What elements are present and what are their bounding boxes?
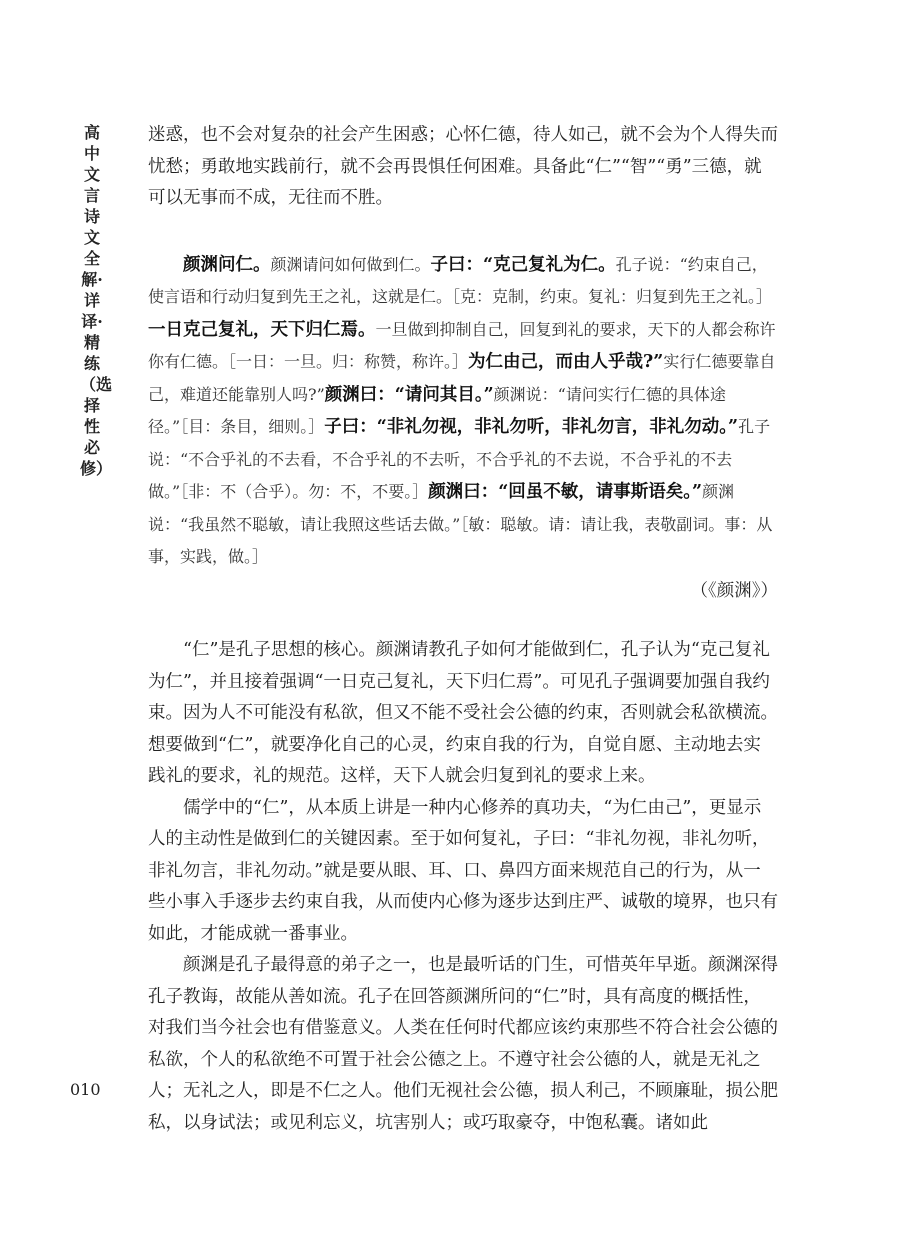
annotation-note: ［一日：一旦。归：称赞，称许。］ — [228, 352, 469, 371]
annotation-note: ［克：克制，约束。复礼：归复到先王之礼。］ — [452, 287, 773, 306]
translation-text: 一旦做到抑制自己，回复到礼的要求，天下的人都会称许你有仁德。 — [148, 319, 776, 371]
commentary-paragraph: 颜渊是孔子最得意的弟子之一，也是最听话的门生，可惜英年早逝。颜渊深得孔子教诲，故能从善如流。孔子在回答颜渊所问的“仁”时，具有高度的概括性，对我们当今社会也有借鉴意义。人类在任何时代都应该约束那些不符合社会公德的私欲，个人的私欲绝不可置于社会公德之上。不遵守社会公德的人，就是无礼之人；无礼之人，即是不仁之人。他们无视社会公德，损人利己，不顾廉耻，损公肥私，以身试法；或见利忘义，坑害别人；或巧取豪夺，中饱私囊。诸如此 — [148, 955, 778, 1133]
original-text: 子曰：“非礼勿视，非礼勿听，非礼勿言，非礼勿动。” — [324, 417, 739, 437]
original-text: 颜渊曰：“回虽不敏，请事斯语矣。” — [428, 482, 703, 502]
page-content — [148, 120, 778, 1139]
classical-passage — [148, 249, 778, 574]
page-number: 010 — [70, 1080, 101, 1099]
translation-text: 颜渊请问如何做到仁。 — [270, 254, 431, 274]
annotation-note: ［目：条目，细则。］ — [180, 417, 325, 436]
original-text: 子曰：“克己复礼为仁。 — [430, 254, 616, 275]
translation-text: 孔子说：“约束自己，使言语和行动归复到先王之礼，这就是仁。 — [148, 254, 768, 306]
intro-paragraph: 迷惑，也不会对复杂的社会产生困惑；心怀仁德，待人如己，就不会为个人得失而忧愁；勇敢地实践前行，就不会再畏惧任何困难。具备此“仁”“智”“勇”三德，就可以无事而不成，无往而不胜。 — [148, 125, 778, 208]
original-text: 一日克己复礼，天下归仁焉。 — [148, 319, 376, 340]
annotation-note: ［敏：聪敏。请：请让我，表敬副词。事：从事，实践，做。］ — [148, 514, 773, 566]
spacer — [148, 215, 778, 249]
commentary-paragraph: “仁”是孔子思想的核心。颜渊请教孔子如何才能做到仁，孔子认为“克己复礼为仁”，并且接着强调“一日克己复礼，天下归仁焉”。可见孔子强调要加强自我约束。因为人不可能没有私欲，但又不能不受社会公德的约束，否则就会私欲横流。想要做到“仁”，就要净化自己的心灵，约束自我的行为，自觉自愿、主动地去实践礼的要求，礼的规范。这样，天下人就会归复到礼的要求上来。 — [148, 640, 778, 786]
translation-text: 实行仁德要靠自己，难道还能靠别人吗?” — [148, 352, 776, 404]
source-citation: （《颜渊》） — [690, 580, 778, 601]
original-text: 颜渊问仁。 — [183, 254, 271, 275]
commentary-paragraph: 儒学中的“仁”，从本质上讲是一种内心修养的真功夫，“为仁由己”，更显示人的主动性是做到仁的关键因素。至于如何复礼，子曰：“非礼勿视，非礼勿听，非礼勿言，非礼勿动。”就是要从眼、耳、口、鼻四方面来规范自己的行为，从一些小事入手逐步去约束自我，从而使内心修为逐步达到庄严、诚敬的境界，也只有如此，才能成就一番事业。 — [148, 797, 778, 944]
side-book-title: 高中文言诗文全解·详译·精练（选择性必修） — [80, 123, 113, 478]
original-text: 为仁由己，而由人乎哉?” — [468, 352, 664, 372]
annotation-note: ［非：不（合乎）。勿：不，不要。］ — [180, 482, 429, 501]
translation-text: 颜渊说：“我虽然不聪敏，请让我照这些话去做。” — [148, 482, 735, 534]
original-text: 颜渊曰：“请问其目。” — [324, 384, 494, 405]
spacer — [148, 607, 778, 635]
translation-text: 孔子说：“不合乎礼的不去看，不合乎礼的不去听，不合乎礼的不去说，不合乎礼的不去做。” — [148, 417, 771, 501]
translation-text: 颜渊说：“请问实行仁德的具体途径。” — [148, 384, 726, 436]
